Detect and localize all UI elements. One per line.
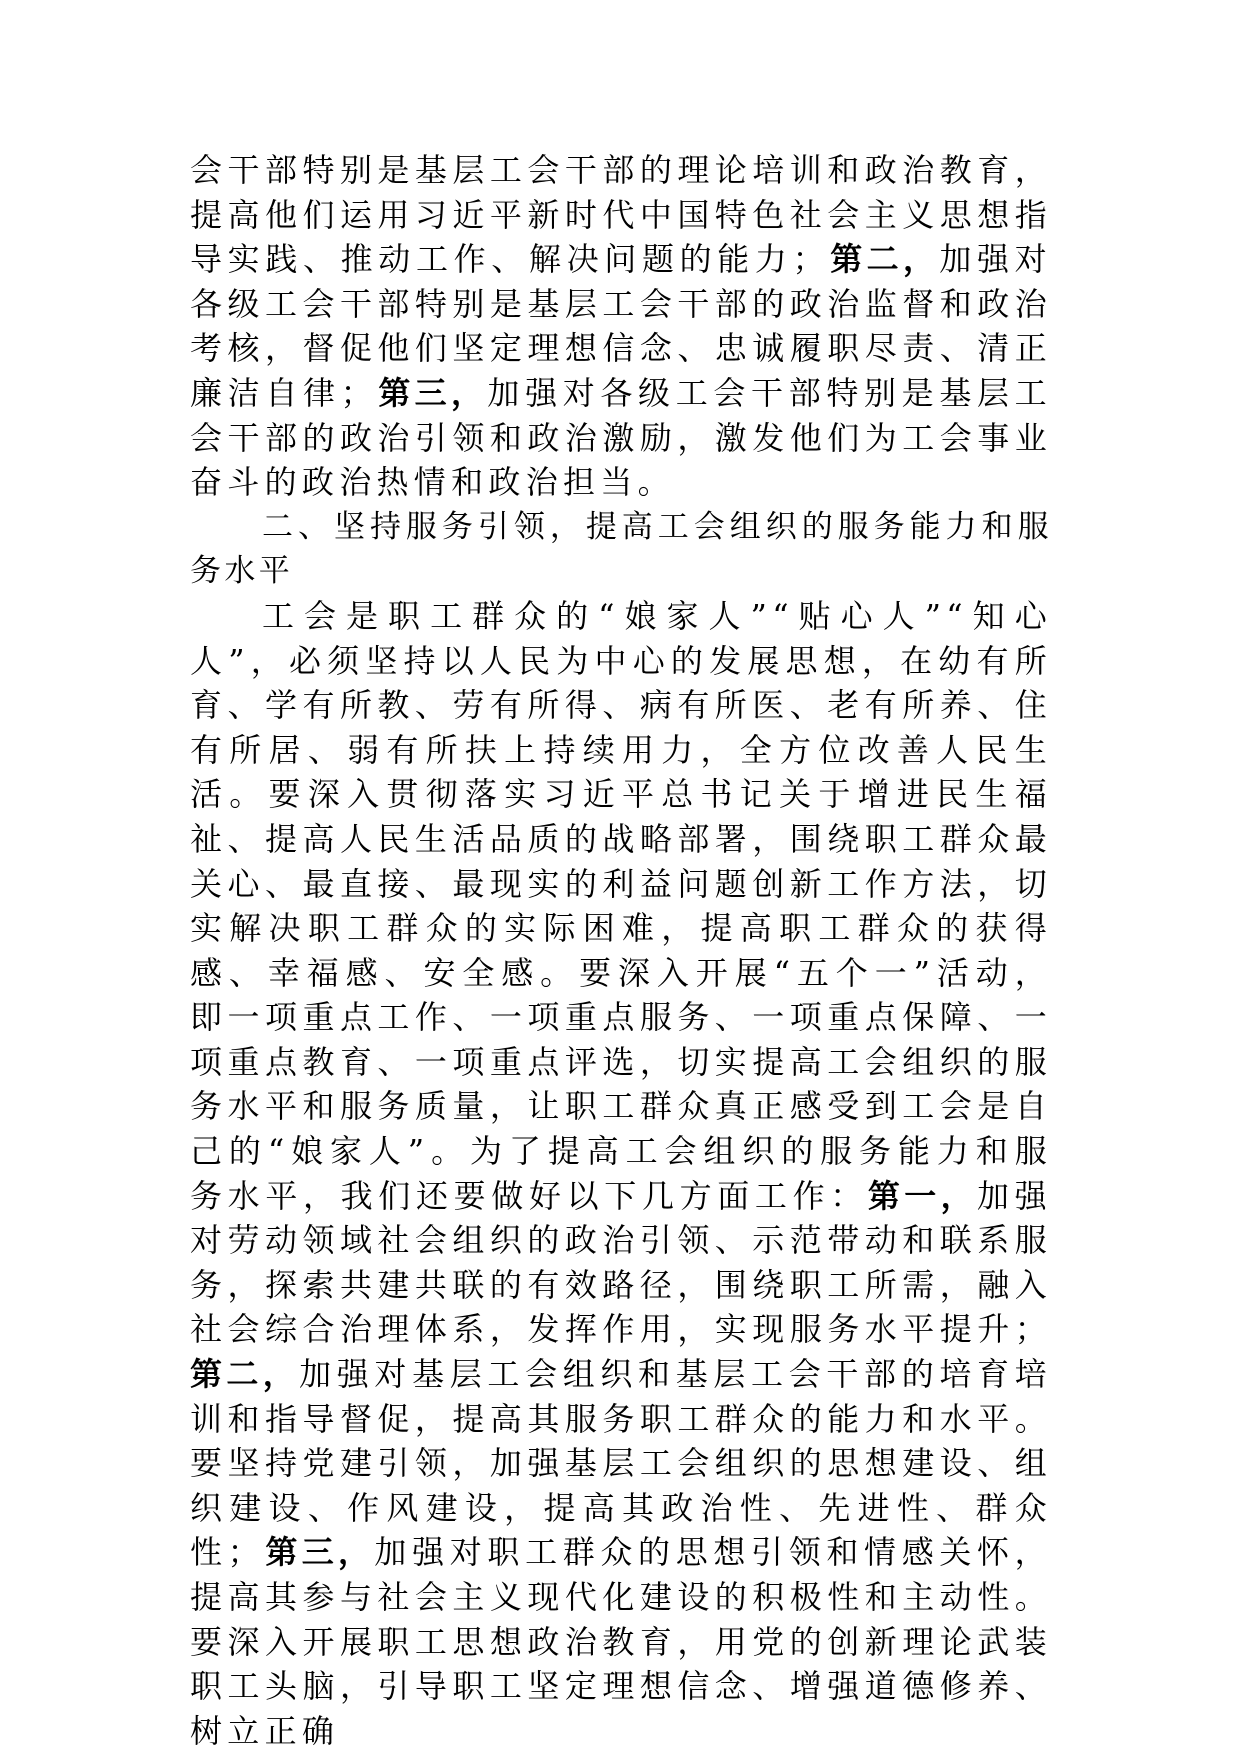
para2-bold-third: 第三， bbox=[264, 1533, 375, 1572]
para2-bold-first: 第一， bbox=[867, 1176, 978, 1215]
document-page bbox=[190, 148, 1052, 1753]
paragraph-cadre-training bbox=[190, 148, 1052, 505]
para1-text-1: 会干部特别是基层工会干部的理论培训和政治教育，提高他们运用习近平新时代中国特色社会主义思想指导实践、推动工作、解决问题的能力； bbox=[190, 151, 1052, 279]
para1-bold-third: 第三， bbox=[377, 373, 488, 412]
para1-text-3: 加强对各级工会干部特别是基层工会干部的政治引领和政治激励，激发他们为工会事业奋斗的政治热情和政治担当。 bbox=[190, 373, 1052, 502]
paragraph-service-ability bbox=[190, 594, 1052, 1753]
para2-text-3: 加强对基层工会组织和基层工会干部的培育培训和指导督促，提高其服务职工群众的能力和水平。要坚持党建引领，加强基层工会组织的思想建设、组织建设、作风建设，提高其政治性、先进性、群众性； bbox=[190, 1355, 1052, 1572]
para2-bold-second: 第二， bbox=[190, 1355, 300, 1394]
para1-text-2: 加强对各级工会干部特别是基层工会干部的政治监督和政治考核，督促他们坚定理想信念、忠诚履职尽责、清正廉洁自律； bbox=[190, 240, 1052, 412]
section-heading-service: 二、坚持服务引领，提高工会组织的服务能力和服务水平 bbox=[190, 508, 1052, 590]
para2-text-1: 工会是职工群众的“娘家人”“贴心人”“知心人”，必须坚持以人民为中心的发展思想，在幼有所育、学有所教、劳有所得、病有所医、老有所养、住有所居、弱有所扶上持续用力，全方位改善人民生活。要深入贯彻落实习近平总书记关于增进民生福祉、提高人民生活品质的战略部署，围绕职工群众最关心、最直接、最现实的利益问题创新工作方法，切实解决职工群众的实际困难，提高职工群众的获得感、幸福感、安全感。要深入开展“五个一”活动，即一项重点工作、一项重点服务、一项重点保障、一项重点教育、一项重点评选，切实提高工会组织的服务水平和服务质量，让职工群众真正感受到工会是自己的“娘家人”。为了提高工会组织的服务能力和服务水平，我们还要做好以下几方面工作： bbox=[190, 596, 1052, 1215]
para1-bold-second: 第二， bbox=[829, 240, 940, 279]
para2-text-4: 加强对职工群众的思想引领和情感关怀，提高其参与社会主义现代化建设的积极性和主动性。要深入开展职工思想政治教育，用党的创新理论武装职工头脑，引导职工坚定理想信念、增强道德修养、树立正确 bbox=[190, 1533, 1052, 1750]
para2-text-2: 加强对劳动领域社会组织的政治引领、示范带动和联系服务，探索共建共联的有效路径，围绕职工所需，融入社会综合治理体系，发挥作用，实现服务水平提升； bbox=[190, 1176, 1052, 1349]
